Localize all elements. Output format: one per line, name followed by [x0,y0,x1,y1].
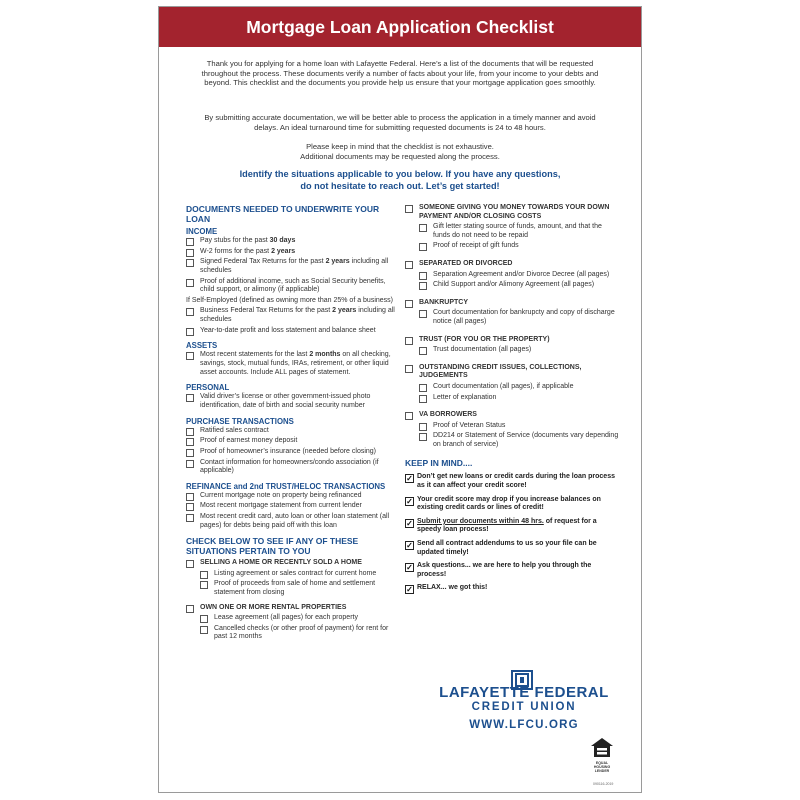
checkbox[interactable] [419,310,427,318]
list-item: Valid driver’s license or other government-issued photo identification, date of birth and social security number [186,393,399,410]
checkmark-icon: ✓ [406,518,413,528]
list-item: TRUST (FOR YOU OR THE PROPERTY) [405,336,620,345]
checkbox[interactable] [200,581,208,589]
self-employed-note: If Self-Employed (defined as owning more than 25% of a business) [186,296,394,304]
logo-subtitle: CREDIT UNION [471,701,577,713]
list-item: OUTSTANDING CREDIT ISSUES, COLLECTIONS, JUDGEMENTS [405,364,620,381]
checkmark-icon: ✓ [406,541,413,551]
checkbox[interactable] [186,449,194,457]
checkbox[interactable] [200,615,208,623]
list-item: Proof of earnest money deposit [186,437,399,446]
checkbox[interactable] [186,428,194,436]
checkbox[interactable] [405,205,413,213]
checkbox[interactable] [186,560,194,568]
tip-item: ✓ RELAX... we got this! [406,584,488,595]
underwrite-heading: DOCUMENTS NEEDED TO UNDERWRITE YOUR LOAN [186,204,380,224]
equal-housing-text: EQUAL HOUSING LENDER [593,761,611,773]
checkbox[interactable] [186,238,194,246]
list-item: Most recent credit card, auto loan or other loan statement (all pages) for debts being paid off with this loan [186,513,399,530]
checkbox[interactable] [186,394,194,402]
lafayette-federal-logo [427,670,621,740]
list-item: Proof of homeowner’s insurance (needed before closing) [186,448,399,457]
checkbox[interactable] [419,384,427,392]
refinance-heading: REFINANCE and 2nd TRUST/HELOC TRANSACTIONS [186,481,386,491]
keep-in-mind-heading: KEEP IN MIND.... [405,458,473,469]
checkbox[interactable] [186,605,194,613]
call-line-1: Identify the situations applicable to you below. If you have any questions, [239,169,561,179]
checkbox[interactable] [186,249,194,257]
list-item: Proof of additional income, such as Social Security benefits, child support, or alimony (if applicable) [186,278,399,295]
right-column [405,204,620,598]
call-line-2: do not hesitate to reach out. Let’s get started! [300,180,500,191]
call-to-action [179,169,621,192]
list-item: Ratified sales contract [186,427,399,436]
checkbox[interactable] [419,347,427,355]
checkbox[interactable] [186,503,194,511]
checkbox[interactable] [405,261,413,269]
checkbox[interactable] [186,352,194,360]
checkbox[interactable] [405,337,413,345]
checkbox[interactable] [186,259,194,267]
list-item: BANKRUPTCY [405,299,620,308]
page-title: Mortgage Loan Application Checklist [159,7,641,47]
logo-name: LAFAYETTE FEDERAL [439,684,609,701]
list-item: Proof of Veteran Status [419,422,620,431]
list-item: Letter of explanation [419,394,620,403]
checkbox[interactable] [200,626,208,634]
intro-paragraph-2: By submitting accurate documentation, we will be better able to process the application in a timely manner and avoid delays. An ideal turnaround time for submitting requested documents is 24 to 48 hours. [204,113,596,132]
list-item: Most recent mortgage statement from current lender [186,502,399,511]
tip-item: ✓ Submit your documents within 48 hrs. of request for a speedy loan process! [406,517,597,534]
list-item: Court documentation (all pages), if applicable [419,383,620,392]
list-item: Pay stubs for the past 30 days [186,237,399,246]
checklist-document [158,6,642,793]
list-item: W-2 forms for the past 2 years [186,248,399,257]
purchase-heading: PURCHASE TRANSACTIONS [186,416,294,426]
list-item: Most recent statements for the last 2 months on all checking, savings, stock, mutual funds, IRAs, retirement, or other liquid asset accounts. Include ALL pages of statement. [186,351,399,377]
list-item: SOMEONE GIVING YOU MONEY TOWARDS YOUR DOWN PAYMENT AND/OR CLOSING COSTS [405,204,620,221]
checkbox[interactable] [419,395,427,403]
checkbox[interactable] [405,300,413,308]
checkmark-icon: ✓ [406,474,413,484]
checkbox[interactable] [186,308,194,316]
situations-heading: CHECK BELOW TO SEE IF ANY OF THESE SITUATIONS PERTAIN TO YOU [186,536,359,557]
checkbox[interactable] [186,328,194,336]
checkbox[interactable] [419,272,427,280]
list-item: SELLING A HOME OR RECENTLY SOLD A HOME [186,559,399,568]
income-heading: INCOME [186,227,218,236]
assets-heading: ASSETS [186,341,218,351]
personal-heading: PERSONAL [186,383,230,393]
intro-paragraph-3a: Please keep in mind that the checklist is not exhaustive. [306,142,494,151]
checkbox[interactable] [186,279,194,287]
list-item: Gift letter stating source of funds, amount, and that the funds do not need to be repaid [419,223,620,240]
checkbox[interactable] [419,243,427,251]
checkmark-icon: ✓ [406,563,413,573]
list-item: Year-to-date profit and loss statement and balance sheet [186,327,399,336]
list-item: Trust documentation (all pages) [419,346,620,355]
checkbox[interactable] [200,571,208,579]
list-item: Current mortgage note on property being refinanced [186,492,399,501]
tip-item: ✓ Don’t get new loans or credit cards during the loan process as it can affect your credit score! [406,473,615,490]
tip-item: ✓ Send all contract addendums to us so your file can be updated timely! [406,540,597,556]
list-item: OWN ONE OR MORE RENTAL PROPERTIES [186,604,399,613]
equal-housing-icon [589,737,615,759]
list-item: Separation Agreement and/or Divorce Decree (all pages) [419,271,620,280]
checkbox[interactable] [186,514,194,522]
checkbox[interactable] [186,493,194,501]
list-item: Contact information for homeowners/condo association (if applicable) [186,459,399,476]
checkbox[interactable] [419,423,427,431]
list-item: Business Federal Tax Returns for the past 2 years including all schedules [186,307,399,324]
list-item: SEPARATED OR DIVORCED [405,260,620,269]
checkbox[interactable] [186,438,194,446]
list-item: DD214 or Statement of Service (documents vary depending on branch of service) [419,432,620,449]
tip-item: ✓ Your credit score may drop if you increase balances on existing credit cards or lines of credit! [406,495,601,512]
checkmark-icon: ✓ [406,585,413,595]
checkbox[interactable] [419,282,427,290]
list-item: Court documentation for bankrupcty and copy of discharge notice (all pages) [419,309,620,326]
list-item: Listing agreement or sales contract for current home [200,570,399,579]
checkmark-icon: ✓ [406,496,413,506]
list-item: Signed Federal Tax Returns for the past 2 years including all schedules [186,258,399,275]
intro-paragraph-1: Thank you for applying for a home loan with Lafayette Federal. Here’s a list of the documents that will be requested throughout the process. These documents verify a number of facts about your life, from your income to your debts and beyond. This checklist and the documents you provide help us ensure that your mortgage application goes smoothly. [201,59,599,88]
tip-item: ✓ Ask questions... we are here to help you through the process! [406,562,592,578]
left-column [186,204,399,644]
list-item: Cancelled checks (or other proof of payment) for rent for past 12 months [200,625,399,642]
list-item: Lease agreement (all pages) for each property [200,614,399,623]
document-code: 090116-2019 [593,782,614,786]
checkbox[interactable] [419,433,427,441]
list-item: Proof of proceeds from sale of home and settlement statement from closing [200,580,399,597]
intro-paragraph-3b: Additional documents may be requested along the process. [300,152,500,161]
list-item: Proof of receipt of gift funds [419,242,620,251]
checkbox[interactable] [405,365,413,373]
checkbox[interactable] [405,412,413,420]
checkbox[interactable] [186,460,194,468]
website-link[interactable]: WWW.LFCU.ORG [469,719,579,731]
checkbox[interactable] [419,224,427,232]
list-item: Child Support and/or Alimony Agreement (all pages) [419,281,620,290]
list-item: VA BORROWERS [405,411,620,420]
equal-housing-lender-badge [589,737,615,777]
